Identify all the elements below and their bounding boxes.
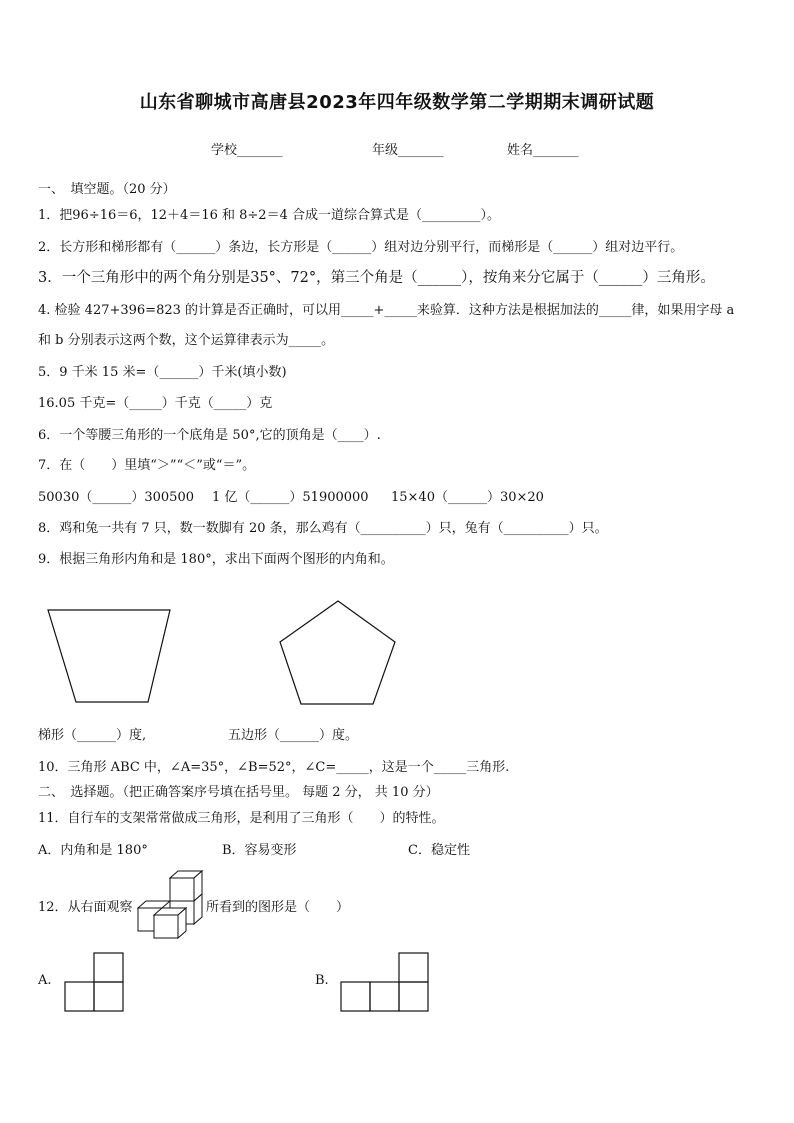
question-12-option-b: B. — [315, 973, 329, 988]
question-1: 1．把96÷16＝6，12＋4＝16 和 8÷2＝4 合成一道综合算式是（_________）。 — [38, 208, 500, 223]
question-11-option-a: A．内角和是 180° — [38, 843, 148, 858]
option-b-figure — [340, 952, 430, 1012]
option-a-figure — [64, 952, 124, 1012]
cube-stack-figure — [136, 868, 208, 948]
question-7-item-3: 15×40（______）30×20 — [391, 490, 544, 505]
question-4-line1: 4. 检验 427+396=823 的计算是否正确时，可以用_____+_____来验算．这种方法是根据加法的_____律，如果用字母 a — [38, 303, 735, 318]
question-6: 6．一个等腰三角形的一个底角是 50°,它的顶角是（____）. — [38, 428, 381, 443]
question-9: 9．根据三角形内角和是 180°，求出下面两个图形的内角和。 — [38, 552, 394, 567]
question-4-line2: 和 b 分别表示这两个数，这个运算律表示为_____。 — [38, 333, 335, 348]
question-12-option-a: A. — [38, 973, 52, 988]
pentagon-figure — [278, 600, 398, 708]
grade-field: 年级_______ — [372, 143, 444, 158]
pentagon-answer: 五边形（______）度。 — [228, 728, 359, 743]
name-field: 姓名_______ — [507, 143, 579, 158]
exam-title: 山东省聊城市高唐县2023年四年级数学第二学期期末调研试题 — [139, 92, 655, 113]
trapezoid-answer: 梯形（______）度, — [38, 728, 147, 743]
question-5-line2: 16.05 千克=（_____）千克（_____）克 — [38, 396, 273, 411]
question-11-option-b: B．容易变形 — [222, 843, 297, 858]
question-11: 11．自行车的支架常常做成三角形，是利用了三角形（ ）的特性。 — [38, 811, 445, 826]
question-11-option-c: C．稳定性 — [408, 843, 470, 858]
question-12-prefix: 12．从右面观察 — [38, 900, 133, 915]
question-7-item-1: 50030（______）300500 — [38, 490, 194, 505]
question-8: 8．鸡和兔一共有 7 只，数一数脚有 20 条，那么鸡有（__________）只，兔有（__________）只。 — [38, 521, 608, 536]
school-field: 学校_______ — [211, 143, 283, 158]
question-3: 3．一个三角形中的两个角分别是35°、72°，第三个角是（______），按角来分它属于（______）三角形。 — [38, 270, 715, 286]
section2-heading: 二、 选择题。（把正确答案序号填在括号里。 每题 2 分， 共 10 分） — [38, 785, 439, 800]
question-12-suffix: 所看到的图形是（ ） — [206, 900, 350, 915]
question-5-line1: 5．9 千米 15 米=（______）千米(填小数) — [38, 365, 287, 380]
question-10: 10．三角形 ABC 中，∠A=35°，∠B=52°，∠C=_____，这是一个_____三角形. — [38, 760, 510, 775]
trapezoid-figure — [40, 602, 180, 706]
question-2: 2．长方形和梯形都有（______）条边，长方形是（______）组对边分别平行，而梯形是（______）组对边平行。 — [38, 240, 684, 255]
question-7-item-2: 1 亿（______）51900000 — [212, 490, 369, 505]
section1-heading: 一、 填空题。（20 分） — [38, 182, 176, 197]
question-7: 7．在（ ）里填“＞”“＜”或“＝”。 — [38, 458, 256, 473]
